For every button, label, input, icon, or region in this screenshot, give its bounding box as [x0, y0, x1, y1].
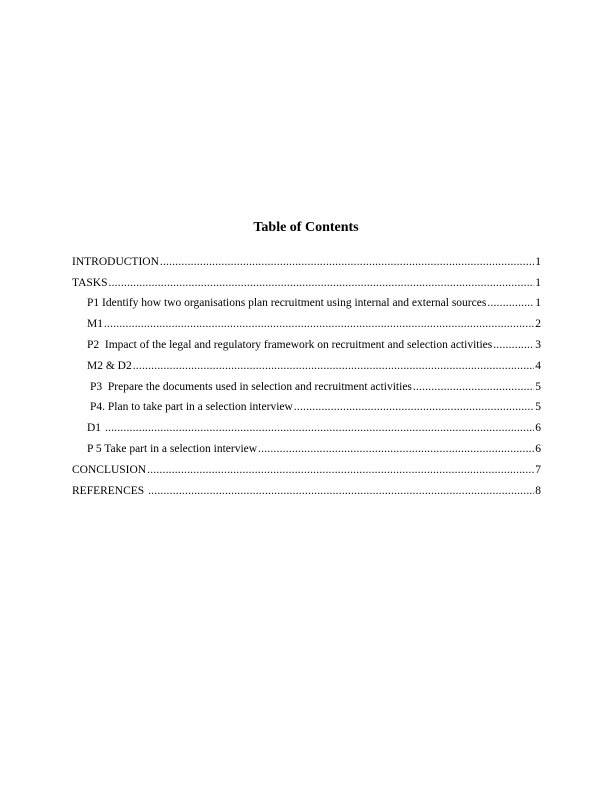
toc-entry-introduction[interactable] [72, 248, 541, 269]
toc-entry-p3[interactable] [72, 373, 541, 394]
toc-entry-label: INTRODUCTION [72, 255, 159, 268]
toc-page-number: 1 [535, 255, 541, 268]
toc-entry-references[interactable] [72, 477, 541, 498]
toc-list [72, 248, 541, 498]
toc-page-number: 5 [535, 380, 541, 393]
toc-entry-d1[interactable] [72, 414, 541, 435]
toc-entry-tasks[interactable] [72, 269, 541, 290]
toc-page-number: 1 [535, 297, 541, 310]
dot-leader [148, 484, 534, 498]
dot-leader [104, 317, 534, 331]
toc-page-number: 5 [535, 401, 541, 414]
toc-entry-label: P3 Prepare the documents used in selection and recruitment activities [90, 380, 412, 393]
toc-page-number: 3 [535, 338, 541, 351]
dot-leader [147, 463, 534, 477]
dot-leader [493, 338, 534, 352]
dot-leader [109, 276, 535, 290]
toc-entry-p2[interactable] [72, 331, 541, 352]
toc-entry-label: CONCLUSION [72, 463, 147, 476]
toc-entry-label: P4. Plan to take part in a selection interview [90, 401, 293, 414]
toc-page-number: 4 [535, 359, 541, 372]
toc-page-number: 2 [535, 318, 541, 331]
toc-entry-label: P 5 Take part in a selection interview [87, 442, 258, 455]
dot-leader [133, 359, 535, 373]
toc-page-number: 8 [535, 484, 541, 497]
toc-entry-p5[interactable] [72, 435, 541, 456]
toc-entry-p4[interactable] [72, 394, 541, 415]
toc-entry-label: D1 [87, 422, 104, 435]
dot-leader [413, 380, 534, 394]
toc-entry-conclusion[interactable] [72, 456, 541, 477]
toc-entry-m2-d2[interactable] [72, 352, 541, 373]
toc-entry-m1[interactable] [72, 310, 541, 331]
dot-leader [294, 400, 534, 414]
toc-page-number: 1 [535, 276, 541, 289]
toc-page-number: 7 [535, 463, 541, 476]
toc-entry-label: P2 Impact of the legal and regulatory framework on recruitment and selection activities [87, 338, 493, 351]
toc-page-number: 6 [535, 422, 541, 435]
toc-entry-label: M1 [87, 318, 103, 331]
toc-entry-label: TASKS [72, 276, 108, 289]
dot-leader [105, 421, 534, 435]
toc-entry-label: P1 Identify how two organisations plan recruitment using internal and external sources [87, 297, 487, 310]
dot-leader [258, 442, 534, 456]
toc-entry-label: REFERENCES [72, 484, 148, 497]
dot-leader [160, 255, 534, 269]
toc-entry-label: M2 & D2 [87, 359, 132, 372]
toc-title: Table of Contents [253, 220, 359, 235]
toc-page-number: 6 [535, 442, 541, 455]
dot-leader [487, 296, 534, 310]
toc-entry-p1[interactable] [72, 290, 541, 311]
